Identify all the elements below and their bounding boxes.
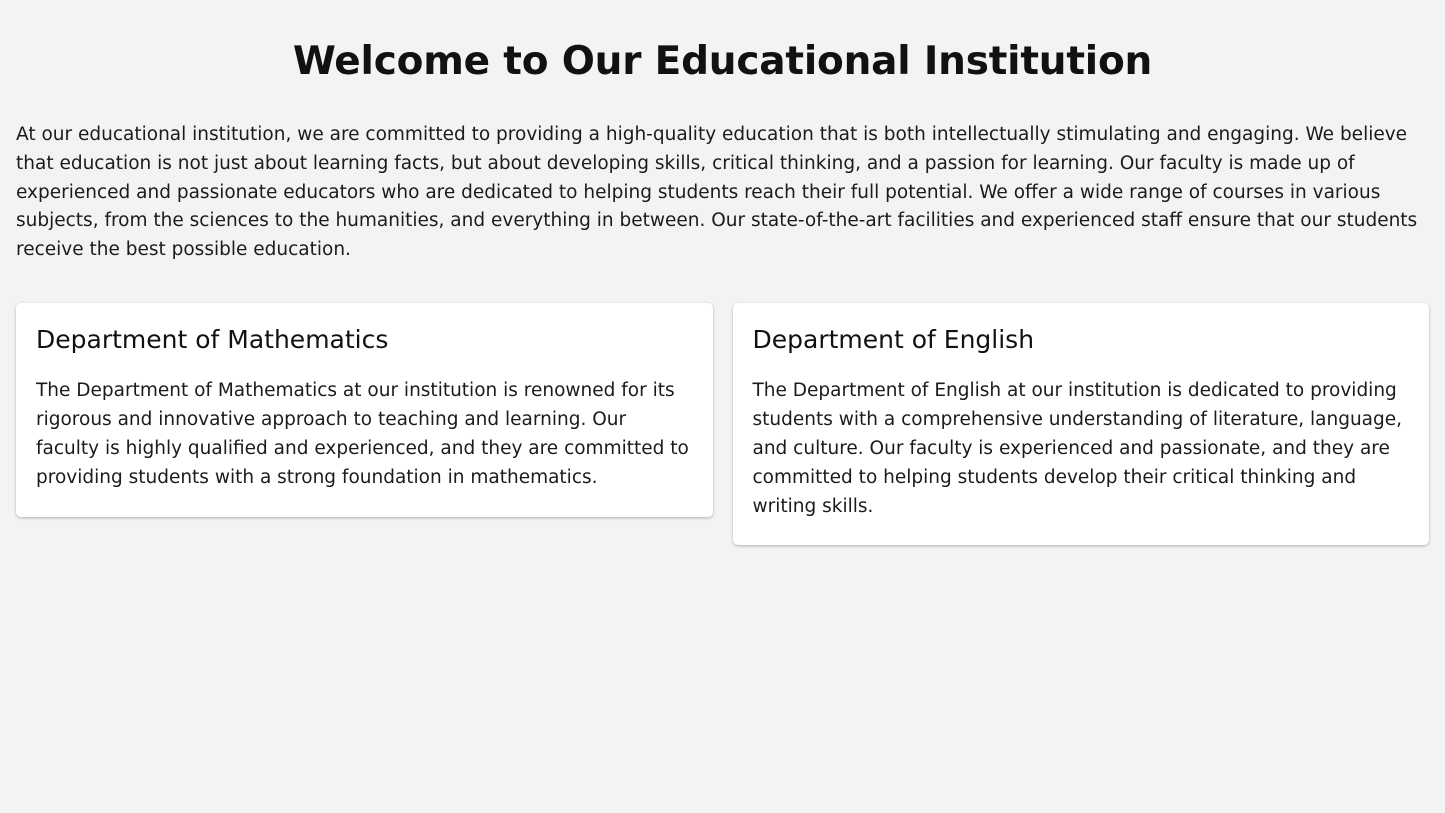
- department-card-mathematics: [16, 303, 713, 516]
- card-text: The Department of Mathematics at our institution is renowned for its rigorous and innovative approach to teaching and learning. Our faculty is highly qualified and experienced, and they are committed to providing students with a strong foundation in mathematics.: [36, 380, 689, 488]
- card-text: The Department of English at our institution is dedicated to providing students with a comprehensive understanding of literature, language, and culture. Our faculty is experienced and passionate, and they are committed to helping students develop their critical thinking and writing skills.: [752, 380, 1403, 517]
- page-title: Welcome to Our Educational Institution: [292, 39, 1153, 84]
- intro-paragraph: At our educational institution, we are committed to providing a high-quality education that is both intellectually stimulating and engaging. We believe that education is not just about learning facts, but about developing skills, critical thinking, and a passion for learning. Our faculty is made up of experienced and passionate educators who are dedicated to helping students reach their full potential. We offer a wide range of courses in various subjects, from the sciences to the humanities, and everything in between. Our state-of-the-art facilities and experienced staff ensure that our students receive the best possible education.: [16, 123, 1418, 261]
- department-card-english: [733, 303, 1430, 545]
- department-cards: [16, 303, 1429, 545]
- card-title: Department of Mathematics: [36, 325, 389, 355]
- card-title: Department of English: [752, 325, 1035, 355]
